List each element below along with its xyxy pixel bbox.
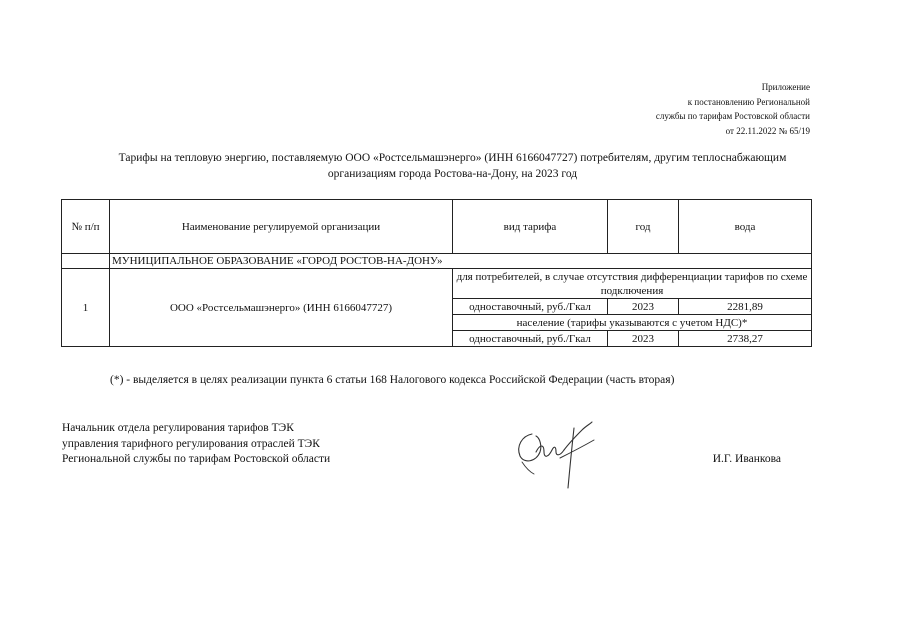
signer-position bbox=[62, 421, 330, 468]
signer-line-1: Начальник отдела регулирования тарифов ТЭК bbox=[62, 422, 294, 434]
rate2-type: одноставочный, руб./Гкал bbox=[453, 331, 608, 347]
table-header-row bbox=[62, 200, 812, 254]
rate1-value: 2281,89 bbox=[679, 299, 812, 315]
rate2-year: 2023 bbox=[608, 331, 679, 347]
municipality-spacer bbox=[62, 254, 110, 269]
appendix-block bbox=[656, 80, 810, 138]
table-row bbox=[62, 269, 812, 299]
row-group-consumers: для потребителей, в случае отсутствия дифференциации тарифов по схеме подключения bbox=[453, 269, 812, 299]
header-year: год bbox=[608, 200, 679, 254]
appendix-line-4: от 22.11.2022 № 65/19 bbox=[725, 125, 810, 136]
rate1-year: 2023 bbox=[608, 299, 679, 315]
header-num: № п/п bbox=[62, 200, 110, 254]
title-line-2: организациям города Ростова-на-Дону, на 2023 год bbox=[327, 167, 578, 180]
rate2-value: 2738,27 bbox=[679, 331, 812, 347]
signer-name: И.Г. Иванкова bbox=[712, 453, 781, 465]
title-line-1: Тарифы на тепловую энергию, поставляемую ООО «Ростсельмашэнерго» (ИНН 6166047727) потребителям, другим теплоснабжающим bbox=[118, 152, 787, 164]
appendix-line-1: Приложение bbox=[761, 82, 810, 92]
header-org: Наименование регулируемой организации bbox=[110, 200, 453, 254]
signer-line-2: управления тарифного регулирования отраслей ТЭК bbox=[62, 437, 320, 450]
footnote: (*) - выделяется в целях реализации пункта 6 статьи 168 Налогового кодекса Российской Федерации (часть вторая) bbox=[110, 374, 675, 386]
appendix-line-3: службы по тарифам Ростовской области bbox=[655, 111, 810, 121]
signer-line-3: Региональной службы по тарифам Ростовской области bbox=[62, 453, 331, 465]
rate1-type: одноставочный, руб./Гкал bbox=[453, 299, 608, 315]
municipality-row bbox=[62, 254, 812, 269]
header-water: вода bbox=[679, 200, 812, 254]
header-tariff-type: вид тарифа bbox=[453, 200, 608, 254]
appendix-line-2: к постановлению Региональной bbox=[687, 96, 810, 107]
row-group-population: население (тарифы указываются с учетом НДС)* bbox=[453, 315, 812, 331]
municipality-name: МУНИЦИПАЛЬНОЕ ОБРАЗОВАНИЕ «ГОРОД РОСТОВ-НА-ДОНУ» bbox=[110, 254, 812, 269]
tariff-table bbox=[61, 199, 812, 347]
handwritten-signature bbox=[510, 412, 610, 494]
row-num: 1 bbox=[62, 269, 110, 347]
row-org-name: ООО «Ростсельмашэнерго» (ИНН 6166047727) bbox=[110, 269, 453, 347]
document-title bbox=[60, 151, 845, 182]
